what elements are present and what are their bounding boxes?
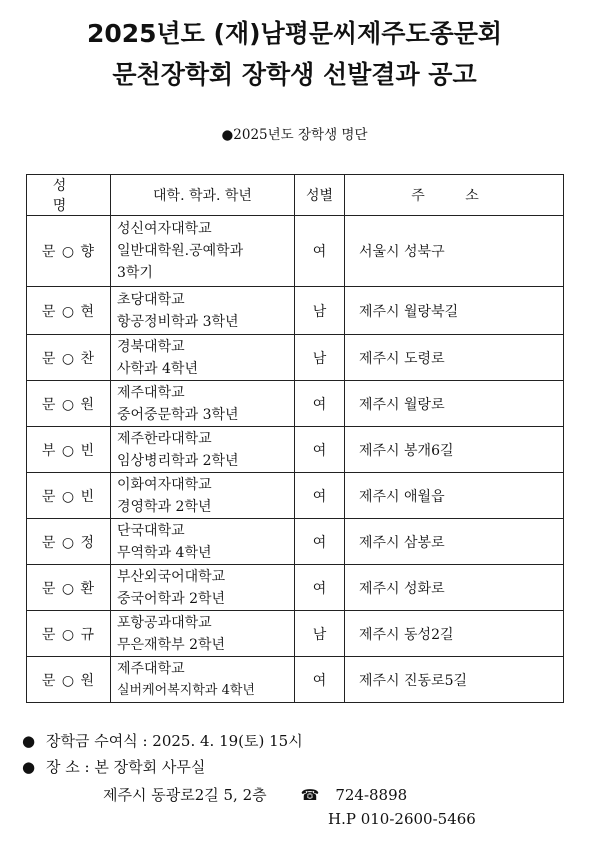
gender-cell: 남 (295, 335, 345, 381)
address-cell: 제주시 삼봉로 (345, 519, 564, 565)
address-cell: 제주시 애월읍 (345, 473, 564, 519)
place-text: 장 소 : 본 장학회 사무실 (46, 758, 206, 776)
gender-cell: 여 (295, 473, 345, 519)
student-name: 문 ○ 규 (27, 611, 111, 657)
table-row (27, 216, 564, 287)
address-cell: 제주시 진동로5길 (345, 657, 564, 703)
column-header-school: 대학. 학과. 학년 (111, 175, 295, 216)
table-row (27, 381, 564, 427)
school-line: 단국대학교 (117, 522, 185, 539)
table-row (27, 565, 564, 611)
school-line: 항공정비학과 3학년 (117, 313, 239, 330)
student-name: 문 ○ 현 (27, 287, 111, 335)
mobile-phone-info: H.P 010-2600-5466 (328, 810, 476, 828)
gender-cell: 여 (295, 565, 345, 611)
column-header-address: 주 소 (345, 175, 564, 216)
table-row (27, 519, 564, 565)
table-row (27, 611, 564, 657)
student-name: 문 ○ 원 (27, 657, 111, 703)
school-line: 경북대학교 (117, 338, 185, 355)
address-cell: 제주시 월랑로 (345, 381, 564, 427)
student-name: 문 ○ 환 (27, 565, 111, 611)
table-row (27, 427, 564, 473)
school-cell (111, 473, 295, 519)
column-header-name: 성 명 (27, 175, 111, 216)
column-header-gender: 성별 (295, 175, 345, 216)
bullet-icon: ● (22, 732, 36, 750)
student-name: 부 ○ 빈 (27, 427, 111, 473)
address-info (103, 784, 407, 805)
phone-text: 724-8898 (335, 786, 408, 804)
address-cell: 제주시 성화로 (345, 565, 564, 611)
school-line: 초당대학교 (117, 291, 185, 308)
ceremony-text: 장학금 수여식 : 2025. 4. 19(토) 15시 (46, 732, 303, 750)
school-line: 이화여자대학교 (117, 476, 212, 493)
school-line: 실버케어복지학과 4학년 (117, 682, 255, 698)
school-line: 포항공과대학교 (117, 614, 212, 631)
gender-cell: 여 (295, 427, 345, 473)
ceremony-info (22, 730, 303, 751)
school-line: 중어중문학과 3학년 (117, 406, 239, 423)
school-cell (111, 565, 295, 611)
address-cell: 제주시 동성2길 (345, 611, 564, 657)
school-line: 3학기 (117, 265, 153, 281)
table-row (27, 473, 564, 519)
school-line: 부산외국어대학교 (117, 568, 226, 585)
subheading: ●2025년도 장학생 명단 (221, 127, 368, 143)
student-name: 문 ○ 찬 (27, 335, 111, 381)
school-cell (111, 381, 295, 427)
address-cell: 제주시 도령로 (345, 335, 564, 381)
student-name: 문 ○ 빈 (27, 473, 111, 519)
school-cell (111, 519, 295, 565)
gender-cell: 여 (295, 216, 345, 287)
school-line: 성신여자대학교 (117, 221, 212, 237)
table-row (27, 287, 564, 335)
title-line-1: 2025년도 (재)남평문씨제주도종문회 (86, 19, 503, 48)
student-name: 문 ○ 원 (27, 381, 111, 427)
gender-cell: 남 (295, 287, 345, 335)
bullet-icon: ● (22, 758, 36, 776)
school-line: 중국어학과 2학년 (117, 590, 226, 607)
school-line: 임상병리학과 2학년 (117, 452, 239, 469)
school-line: 일반대학원.공예학과 (117, 243, 244, 259)
school-cell (111, 611, 295, 657)
school-cell (111, 427, 295, 473)
school-cell (111, 335, 295, 381)
table-header-row (27, 175, 564, 216)
address-cell: 제주시 봉개6길 (345, 427, 564, 473)
gender-cell: 여 (295, 381, 345, 427)
student-name: 문 ○ 향 (27, 216, 111, 287)
school-line: 무은재학부 2학년 (117, 636, 226, 653)
table-body (27, 216, 564, 703)
gender-cell: 여 (295, 519, 345, 565)
address-text: 제주시 동광로2길 5, 2층 (103, 786, 267, 804)
school-line: 제주대학교 (117, 384, 185, 401)
school-cell (111, 287, 295, 335)
school-line: 제주한라대학교 (117, 430, 212, 447)
school-cell (111, 216, 295, 287)
place-info (22, 756, 205, 777)
school-cell (111, 657, 295, 703)
title-line-2: 문천장학회 장학생 선발결과 공고 (112, 60, 477, 89)
gender-cell: 여 (295, 657, 345, 703)
school-line: 무역학과 4학년 (117, 544, 212, 561)
address-cell: 서울시 성북구 (345, 216, 564, 287)
gender-cell: 남 (295, 611, 345, 657)
school-line: 제주대학교 (117, 660, 185, 677)
table-row (27, 335, 564, 381)
telephone-icon: ☎ (300, 786, 320, 804)
table-row (27, 657, 564, 703)
school-line: 경영학과 2학년 (117, 498, 212, 515)
student-name: 문 ○ 정 (27, 519, 111, 565)
address-cell: 제주시 월랑북길 (345, 287, 564, 335)
school-line: 사학과 4학년 (117, 360, 198, 377)
scholarship-roster-table (26, 174, 564, 703)
